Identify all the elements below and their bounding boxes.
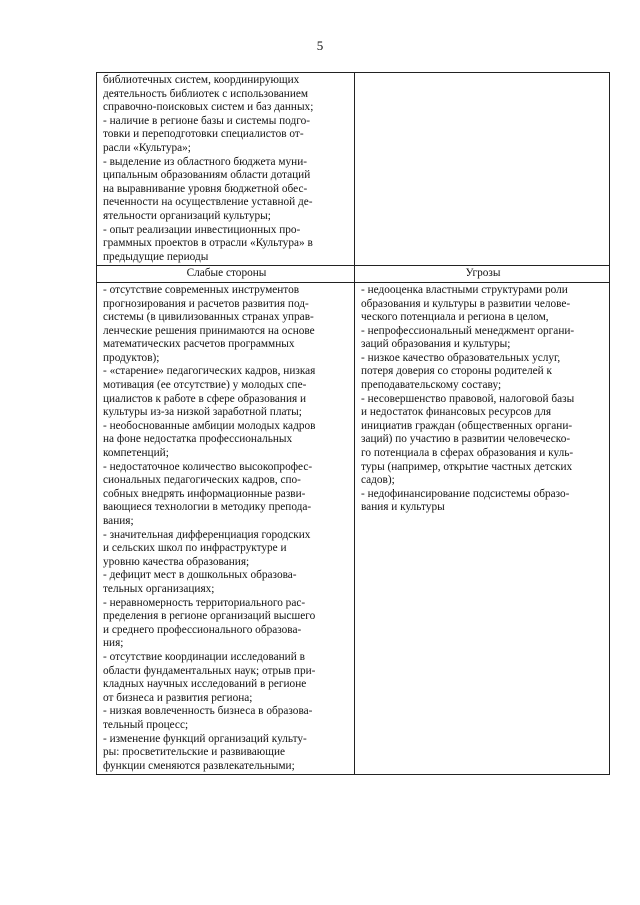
text-line: и недостаток финансовых ресурсов для [361, 406, 552, 419]
threats-text [361, 284, 605, 515]
text-line: циалистов к работе в сфере образования и [103, 392, 307, 405]
text-line: области фундаментальных наук; отрыв при- [103, 664, 316, 677]
text-line: справочно-поисковых систем и баз данных; [103, 101, 314, 114]
text-line: заций образования и культуры; [361, 338, 511, 351]
text-line: сиональных педагогических кадров, спо- [103, 474, 301, 487]
text-line: ятельности организаций культуры; [103, 209, 271, 222]
text-line: - недофинансирование подсистемы образо- [361, 487, 570, 500]
text-line: пределения в регионе организаций высшего [103, 610, 316, 623]
text-line: ния; [103, 637, 124, 650]
text-line: - «старение» педагогических кадров, низкая [103, 365, 316, 378]
text-line: преподавательскому составу; [361, 379, 502, 392]
text-line: - значительная дифференциация городских [103, 528, 311, 541]
text-line: предыдущие периоды [103, 250, 209, 263]
text-line: образования и культуры в развитии челове- [361, 297, 571, 310]
text-line: и сельских школ по инфраструктуре и [103, 542, 287, 555]
text-line: кладных научных исследований в регионе [103, 678, 307, 691]
weaknesses-cell [97, 282, 355, 774]
text-line: - опыт реализации инвестиционных про- [103, 223, 301, 236]
text-line: библиотечных систем, координирующих [103, 74, 300, 86]
text-line: ципальным образованиям области дотаций [103, 169, 311, 182]
text-line: - наличие в регионе базы и системы подго- [103, 114, 311, 127]
text-line: тельный процесс; [103, 718, 189, 731]
text-line: - низкая вовлеченность бизнеса в образова- [103, 705, 313, 718]
text-line: го потенциала в сферах образования и куль- [361, 447, 574, 460]
text-line: тельных организациях; [103, 582, 215, 595]
swot-table [96, 72, 610, 775]
text-line: математических расчетов программных [103, 338, 295, 351]
text-line: - низкое качество образовательных услуг, [361, 351, 561, 364]
strengths-continued-text [103, 74, 350, 264]
text-line: ленческие решения принимаются на основе [103, 324, 315, 337]
text-line: системы (в цивилизованных странах управ- [103, 311, 314, 324]
text-line: и среднего профессионального образова- [103, 623, 302, 636]
text-line: уровню качества образования; [103, 555, 250, 568]
text-line: собных внедрять информационные разви- [103, 487, 306, 500]
text-line: - недооценка властными структурами роли [361, 283, 568, 296]
empty-opportunities-cell [355, 73, 610, 266]
text-line: - отсутствие координации исследований в [103, 650, 305, 663]
text-line: садов); [361, 474, 395, 487]
table-row [97, 73, 610, 266]
weaknesses-text [103, 284, 350, 773]
text-line: - отсутствие современных инструментов [103, 283, 300, 296]
text-line: вания; [103, 515, 134, 527]
table-row [97, 282, 610, 774]
text-line: туры (например, открытие частных детских [361, 460, 573, 473]
text-line: продуктов); [103, 351, 160, 364]
text-line: от бизнеса и развития региона; [103, 691, 253, 704]
text-line: заций) по участию в развитии человеческо- [361, 433, 571, 446]
text-line: функции сменяются развлекательными; [103, 759, 295, 772]
text-line: на фоне недостатка профессиональных [103, 433, 293, 446]
text-line: на выравнивание уровня бюджетной обес- [103, 182, 308, 195]
text-line: вания и культуры [361, 501, 445, 514]
text-line: - непрофессиональный менеджмент органи- [361, 324, 575, 337]
text-line: вающиеся технологии в методику препода- [103, 501, 312, 514]
text-line: ческого потенциала и региона в целом, [361, 311, 549, 324]
text-line: - несовершенство правовой, налоговой базы [361, 392, 575, 405]
text-line: - необоснованные амбиции молодых кадров [103, 419, 316, 432]
text-line: - дефицит мест в дошкольных образова- [103, 569, 297, 582]
text-line: инициатив граждан (общественных органи- [361, 419, 573, 432]
strengths-continued-cell [97, 73, 355, 266]
text-line: мотивация (ее отсутствие) у молодых спе- [103, 379, 307, 392]
text-line: граммных проектов в отрасли «Культура» в [103, 237, 313, 250]
text-line: прогнозирования и расчетов развития под- [103, 297, 309, 310]
threats-cell [355, 282, 610, 774]
text-line: компетенций; [103, 447, 169, 460]
text-line: деятельность библиотек с использованием [103, 87, 309, 100]
threats-header: Угрозы [355, 266, 610, 283]
text-line: - недостаточное количество высокопрофес- [103, 460, 313, 473]
page-number: 5 [316, 38, 324, 53]
text-line: потеря доверия со стороны родителей к [361, 365, 552, 378]
weaknesses-header: Слабые стороны [97, 266, 355, 283]
text-line: - неравномерность территориального рас- [103, 596, 306, 609]
text-line: товки и переподготовки специалистов от- [103, 128, 304, 141]
text-line: печенности на осуществление уставной де- [103, 196, 313, 209]
table-header-row [97, 266, 610, 283]
text-line: культуры из-за низкой заработной платы; [103, 406, 302, 419]
text-line: ры: просветительские и развивающие [103, 746, 286, 759]
text-line: - изменение функций организаций культу- [103, 732, 307, 745]
text-line: - выделение из областного бюджета муни- [103, 155, 308, 168]
text-line: расли «Культура»; [103, 141, 191, 154]
